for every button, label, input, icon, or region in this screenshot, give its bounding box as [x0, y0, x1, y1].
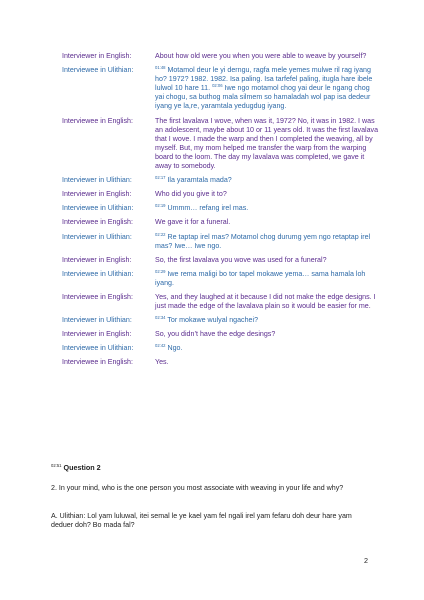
transcript-row: [62, 233, 380, 256]
transcript-row: [62, 330, 380, 344]
utterance-text: About how old were you when you were able to weave by yourself?: [155, 52, 367, 60]
speaker-label: Interviewer in English:: [62, 330, 132, 339]
transcript-row: [62, 358, 380, 372]
speaker-label: Interviewer in Ulithian:: [62, 176, 132, 185]
transcript-row: [62, 256, 380, 270]
utterance-text: Yes.: [155, 358, 169, 367]
transcript-row: [62, 218, 380, 232]
timestamp: 02:34: [155, 315, 166, 321]
speaker-label: Interviewer in English:: [62, 255, 132, 264]
timestamp: 02:29: [155, 268, 166, 274]
answer-text: A. Ulithian: Lol yam luluwal, itei semal le ye kael yam fel ngali irel yam fefaru doh deur hare yam deduer doh? Bo mada fal?: [51, 512, 352, 530]
utterance-text: $^{02:17}$ Ila yaramtala mada?: [155, 175, 232, 185]
timestamp: 01:48: [155, 65, 166, 71]
utterance-text: The first lavalava I wove, when was it, 1972? No, it was in 1982. I was an adolescent, maybe about 10 or 11 years old. It was the first lavalava that I wove. I made the warp and then I completed the weaving, all by myself. But, my mom helped me transfer the warp from the warping board to the loom. The day my lavalava was completed, we gave it away to somebody.: [155, 116, 379, 171]
utterance-text: $^{02:22}$ Re taptap irel mas? Motamol chog durumg yem ngo retaptap irel mas? Iwe… Iwe ngo.: [155, 231, 371, 250]
transcript-row: [62, 293, 380, 316]
speaker-label: Interviewee in Ulithian:: [62, 204, 134, 213]
speaker-label: Interviewee in English:: [62, 292, 133, 301]
timestamp: 02:06: [212, 83, 223, 89]
speaker-label: Interviewee in English:: [62, 116, 133, 125]
speaker-label: Interviewee in Ulithian:: [62, 269, 134, 278]
utterance-text: So, the first lavalava you wove was used for a funeral?: [155, 255, 327, 264]
transcript-row: [62, 66, 380, 116]
transcript-row: [62, 52, 380, 66]
speaker-label: Interviewer in Ulithian:: [62, 316, 132, 325]
utterance-text: Yes, and they laughed at it because I did not make the edge designs. I just made the edge of the lavalava plain so it would be easier for me.: [155, 292, 376, 311]
utterance-text: So, you didn’t have the edge desings?: [155, 330, 276, 339]
speaker-label: Interviewer in English:: [62, 52, 132, 60]
speaker-label: Interviewee in English:: [62, 218, 133, 227]
timestamp: 02:17: [155, 175, 166, 181]
utterance-text: $^{01:48}$ Motamol deur le yi derngu, ragfa mele yemes mulwe ril rag iyang ho? 1972? 1982. 1982. Isa paling. Isa tarfefel paling, itugla hare ibele lulwol 10 hare 11. $^{02:06}$ Iwe ngo motamol chog yai deur le ngang chog yai chogu, sa buthog mala silmem so hamaladah wol pap isa dedeur iyang ye la,re, yaramtala yedugdug iyang.: [155, 65, 373, 111]
question-heading: $^{02:51}$ Question 2: [51, 463, 101, 472]
utterance-text: $^{02:42}$ Ngo.: [155, 343, 183, 353]
question-text: 2. In your mind, who is the one person you most associate with weaving in your life and why?: [51, 484, 344, 492]
page-number: 2: [364, 556, 368, 565]
transcript-row: [62, 316, 380, 330]
utterance-text: $^{02:19}$ Ummm… refang irel mas.: [155, 203, 249, 213]
timestamp: 02:51: [51, 463, 62, 468]
utterance-text: $^{02:29}$ Iwe rema maligi bo tor tapel mokawe yema… sama hamala loh iyang.: [155, 268, 366, 287]
timestamp: 02:42: [155, 343, 166, 349]
transcript-row: [62, 344, 380, 358]
speaker-label: Interviewer in English:: [62, 190, 132, 199]
transcript-row: [62, 190, 380, 204]
speaker-label: Interviewee in Ulithian:: [62, 66, 134, 75]
transcript-row: [62, 204, 380, 218]
timestamp: 02:22: [155, 231, 166, 237]
speaker-label: Interviewee in Ulithian:: [62, 344, 134, 353]
speaker-label: Interviewee in English:: [62, 358, 133, 367]
utterance-text: $^{02:34}$ Tor mokawe wulyal ngachei?: [155, 315, 259, 325]
utterance-text: We gave it for a funeral.: [155, 218, 231, 227]
transcript-row: [62, 270, 380, 293]
transcript-row: [62, 176, 380, 190]
speaker-label: Interviewer in Ulithian:: [62, 232, 132, 241]
transcript-table: [62, 52, 380, 373]
utterance-text: Who did you give it to?: [155, 190, 227, 199]
timestamp: 02:19: [155, 203, 166, 209]
transcript-row: [62, 117, 380, 177]
